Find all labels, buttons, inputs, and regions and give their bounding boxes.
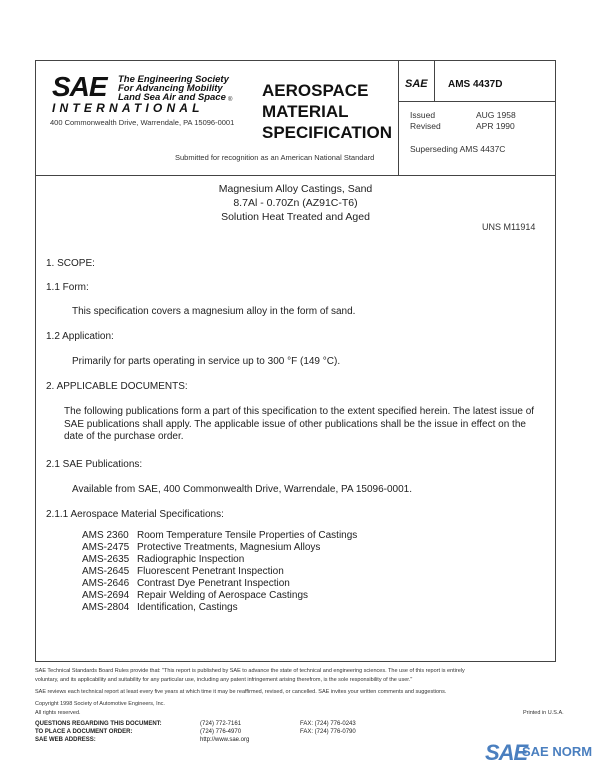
spec-list-item: AMS-2635 Radiographic Inspection: [82, 554, 245, 565]
footer-rights: All rights reserved.: [35, 710, 81, 716]
section-2-1-text: Available from SAE, 400 Commonwealth Drive, Warrendale, PA 15096-0001.: [72, 484, 412, 495]
footer-web-label: SAE WEB ADDRESS:: [35, 737, 96, 743]
section-2-1-1-heading: 2.1.1 Aerospace Material Specifications:: [46, 509, 224, 520]
footer-copyright: Copyright 1998 Society of Automotive Engineers, Inc.: [35, 701, 165, 707]
footer-phone-2: (724) 776-4970: [200, 729, 242, 735]
section-1-heading: 1. SCOPE:: [46, 258, 95, 269]
section-2-1-heading: 2.1 SAE Publications:: [46, 459, 143, 470]
issued-date: Issued AUG 1958: [410, 110, 516, 120]
spec-list-item: AMS-2694 Repair Welding of Aerospace Castings: [82, 590, 309, 601]
spec-list-item: AMS-2645 Fluorescent Penetrant Inspection: [82, 566, 284, 577]
spec-list-item: AMS-2804 Identification, Castings: [82, 602, 238, 613]
footer-phone-1: (724) 772-7161: [200, 721, 242, 727]
header-number-divider: [398, 101, 555, 102]
section-1-2-heading: 1.2 Application:: [46, 331, 114, 342]
section-2-text: The following publications form a part of this specification to the extent specified herein. The latest issue of SAE publications shall apply. The applicable issue of other publications shall be the issue in effect on the date of the purchase order.: [64, 406, 535, 442]
section-1-2-text: Primarily for parts operating in service up to 300 °F (149 °C).: [72, 356, 341, 367]
footer-order-label: TO PLACE A DOCUMENT ORDER:: [35, 729, 133, 735]
footer-rules-line-2: voluntary, and its applicability and suitability for any particular use, including any patent infringement arising therefrom, is the sole responsibility of the user.": [35, 677, 413, 683]
uns-number: UNS M11914: [482, 222, 536, 232]
sae-norm-logo: SAE: [485, 740, 528, 765]
international-label: INTERNATIONAL: [52, 101, 204, 115]
spec-list-item: AMS-2646 Contrast Dye Penetrant Inspection: [82, 578, 290, 589]
registered-mark: ®: [228, 97, 233, 103]
revised-date: Revised APR 1990: [410, 121, 515, 131]
section-1-1-text: This specification covers a magnesium alloy in the form of sand.: [72, 306, 356, 317]
header-logo-divider: [434, 61, 435, 101]
sae-small-logo: SAE: [405, 78, 428, 90]
document-type: AEROSPACE MATERIAL SPECIFICATION: [262, 81, 393, 142]
sae-norm-text: SAE NORM: [522, 744, 593, 759]
sae-tagline: The Engineering Society For Advancing Mobility Land Sea Air and Space: [118, 74, 229, 103]
section-1-1-heading: 1.1 Form:: [46, 282, 89, 293]
superseding-note: Superseding AMS 4437C: [410, 144, 506, 154]
spec-list-item: AMS-2475 Protective Treatments, Magnesium Alloys: [82, 542, 321, 553]
title-line-3: Solution Heat Treated and Aged: [221, 211, 370, 223]
footer-fax-2: FAX: (724) 776-0790: [300, 729, 356, 735]
header-divider: [36, 175, 555, 176]
spec-list-item: AMS 2360 Room Temperature Tensile Properties of Castings: [82, 530, 358, 541]
sae-logo: SAE: [52, 71, 107, 102]
footer-web-address[interactable]: http://www.sae.org: [200, 737, 250, 743]
header-column-divider: [398, 61, 399, 175]
footer-review-note: SAE reviews each technical report at least every five years at which time it may be reaffirmed, revised, or cancelled. SAE invites your written comments and suggestions.: [35, 689, 447, 695]
footer-questions-label: QUESTIONS REGARDING THIS DOCUMENT:: [35, 721, 162, 727]
sae-address: 400 Commonwealth Drive, Warrendale, PA 15096-0001: [50, 118, 235, 127]
footer-printed: Printed in U.S.A.: [523, 710, 564, 716]
footer-fax-1: FAX: (724) 776-0243: [300, 721, 356, 727]
section-2-heading: 2. APPLICABLE DOCUMENTS:: [46, 381, 188, 392]
footer-rules-line-1: SAE Technical Standards Board Rules provide that: "This report is published by SAE to advance the state of technical and engineering sciences. The use of this report is entirely: [35, 668, 465, 674]
title-line-2: 8.7Al - 0.70Zn (AZ91C-T6): [233, 197, 358, 209]
submitted-note: Submitted for recognition as an American National Standard: [175, 153, 375, 162]
document-number: AMS 4437D: [448, 79, 503, 90]
title-line-1: Magnesium Alloy Castings, Sand: [218, 183, 373, 195]
